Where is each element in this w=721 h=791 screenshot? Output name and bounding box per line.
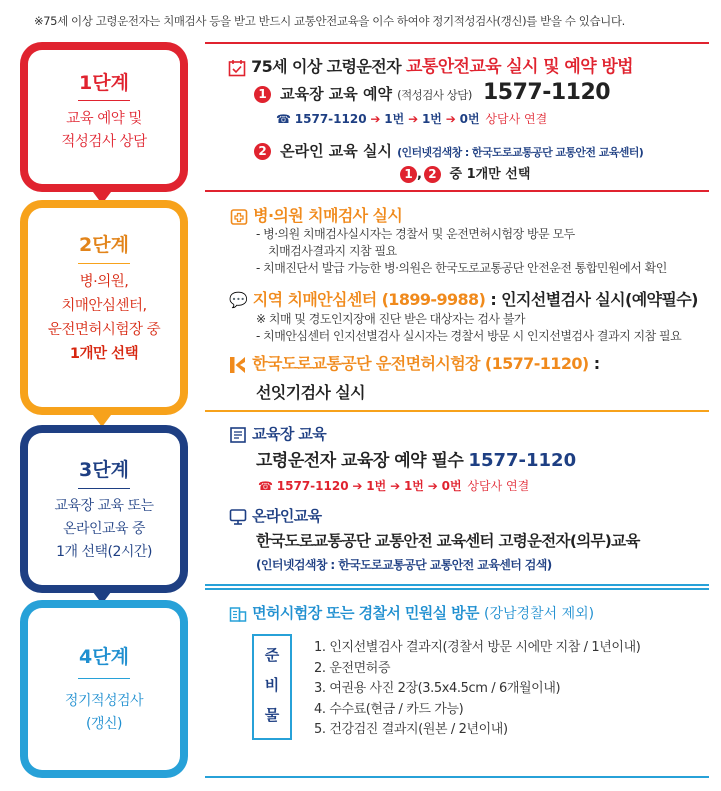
section-1-item-1 <box>254 80 610 105</box>
number-badge: 1 <box>400 166 417 183</box>
bullet-line: 치매검사결과지 지참 필요 <box>268 244 397 258</box>
speech-bubble-icon: 💬 <box>229 291 248 309</box>
section-2-bottom-rule <box>205 410 709 412</box>
section-1-ars-path <box>276 110 547 127</box>
edu-main <box>256 446 576 471</box>
clinic-heading <box>230 203 402 226</box>
section-4-title: 면허시험장 또는 경찰서 민원실 방문 <box>252 604 479 622</box>
prep-item: 4. 수수료(현금 / 카드 가능) <box>314 701 464 717</box>
step-2-line: 1개만 선택 <box>69 346 139 362</box>
edu-main-phone: 1577-1120 <box>468 450 577 471</box>
step-1-title: 1단계 <box>79 72 129 94</box>
hospital-icon <box>230 208 248 226</box>
edu-heading <box>229 423 326 444</box>
ars-step: 1577-1120 <box>294 112 367 126</box>
bullet-line: - 치매안심센터 인지선별검사 실시자는 경찰서 방문 시 인지선별검사 결과지 지참 필요 <box>256 329 682 343</box>
item-2-sub: (인터넷검색창 : 한국도로교통공단 교통안전 교육센터) <box>397 146 644 159</box>
ars-step: 0번 <box>441 479 462 493</box>
section-4-title-note: (강남경찰서 제외) <box>484 606 595 622</box>
online-main: 한국도로교통공단 교통안전 교육센터 고령운전자(의무)교육 <box>256 532 640 550</box>
online-sub: (인터넷검색창 : 한국도로교통공단 교통안전 교육센터 검색) <box>256 558 552 572</box>
clinic-title: 병·의원 치매검사 실시 <box>253 206 403 225</box>
prep-label-box <box>252 634 292 740</box>
arrow-right-icon: ➔ <box>427 479 438 493</box>
arrow-right-icon: ➔ <box>408 112 419 126</box>
koroad-colon: : <box>593 354 600 373</box>
step-1-line: 적성검사 상담 <box>61 134 147 150</box>
step-2-line: 운전면허시험장 중 <box>47 322 161 338</box>
prep-item: 3. 여권용 사진 2장(3.5x4.5cm / 6개월이내) <box>314 681 561 696</box>
arrow-right-icon: ➔ <box>445 112 456 126</box>
step-2-box <box>20 200 188 415</box>
koroad-line-2: 선잇기검사 실시 <box>256 383 365 402</box>
prep-char: 비 <box>264 676 280 694</box>
step-4-divider <box>78 678 130 679</box>
ars-step: 1577-1120 <box>276 479 349 493</box>
section-1-bottom-rule <box>205 190 709 192</box>
step-3-line: 1개 선택(2시간) <box>56 544 152 560</box>
ars-step: 1번 <box>384 112 405 126</box>
prep-item: 2. 운전면허증 <box>314 660 391 676</box>
number-badge: 2 <box>254 143 271 160</box>
step-1-body <box>28 108 180 154</box>
ars-step: 1번 <box>366 479 387 493</box>
step-4-box <box>20 600 188 778</box>
step-3-box <box>20 425 188 593</box>
section-1-item-2 <box>254 140 643 161</box>
ars-step: 1번 <box>421 112 442 126</box>
item-1-phone: 1577-1120 <box>482 80 611 105</box>
section-4-bottom-rule <box>205 776 709 778</box>
ars-tail: 상담사 연결 <box>485 112 548 126</box>
edu-ars-path <box>258 477 529 494</box>
bullet-line: - 치매진단서 발급 가능한 병·의원은 한국도로교통공단 안전운전 통합민원에서 확인 <box>256 261 667 275</box>
section-1-heading <box>228 52 633 77</box>
prep-char: 물 <box>264 706 280 724</box>
ars-step: 1번 <box>403 479 424 493</box>
step-1-box <box>20 42 188 192</box>
arrow-right-icon: ➔ <box>370 112 381 126</box>
step-4-line: (갱신) <box>86 716 122 732</box>
top-note: ※75세 이상 고령운전자는 치매검사 등을 받고 반드시 교통안전교육을 이수 하여야 정기적성검사(갱신)를 받을 수 있습니다. <box>34 14 625 28</box>
center-bullets <box>256 311 681 345</box>
item-1-label: 교육장 교육 예약 <box>280 85 392 103</box>
choice-note: 1 , 2 중 1개만 선택 <box>400 163 530 183</box>
section-1-top-rule <box>205 42 709 44</box>
phone-icon: ☎ <box>258 479 273 493</box>
arrow-right-icon: ➔ <box>390 479 401 493</box>
section-1-heading-red: 교통안전교육 실시 및 예약 방법 <box>406 57 634 77</box>
koroad-logo-icon <box>229 356 247 374</box>
step-2-body <box>28 270 180 366</box>
bullet-line: - 병·의원 치매검사실시자는 경찰서 및 운전면허시험장 방문 모두 <box>256 227 575 241</box>
koroad-heading <box>229 351 600 374</box>
step-4-line: 정기적성검사 <box>64 693 144 709</box>
arrow-right-icon: ➔ <box>352 479 363 493</box>
step-2-divider <box>78 263 130 264</box>
step-4-title: 4단계 <box>79 646 129 668</box>
center-title-black: : 인지선별검사 실시(예약필수) <box>490 290 698 309</box>
prep-char: 준 <box>264 646 280 664</box>
step-1-divider <box>78 100 130 101</box>
ars-step: 0번 <box>459 112 480 126</box>
book-icon <box>229 426 247 444</box>
prep-list <box>314 638 640 741</box>
phone-icon: ☎ <box>276 112 291 126</box>
monitor-icon <box>229 508 247 526</box>
edu-main-text: 고령운전자 교육장 예약 필수 <box>256 451 464 471</box>
building-icon <box>229 605 247 623</box>
bullet-line: ※ 치매 및 경도인지장애 진단 받은 대상자는 검사 불가 <box>256 312 526 326</box>
section-4-heading <box>229 602 594 623</box>
center-title-orange: 지역 치매안심센터 (1899-9988) <box>252 290 486 309</box>
section-3-bottom-rule <box>205 584 709 590</box>
step-2-line: 치매안심센터, <box>61 298 147 314</box>
section-1-heading-black: 75세 이상 고령운전자 <box>251 57 401 76</box>
prep-item: 5. 건강검진 결과지(원본 / 2년이내) <box>314 722 508 737</box>
online-label: 온라인교육 <box>252 507 322 525</box>
number-badge: 2 <box>424 166 441 183</box>
step-3-divider <box>78 488 130 489</box>
ars-tail: 상담사 연결 <box>467 479 530 493</box>
step-3-line: 교육장 교육 또는 <box>54 498 154 514</box>
step-1-line: 교육 예약 및 <box>66 111 142 127</box>
step-3-body <box>28 495 180 564</box>
item-1-sub: (적성검사 상담) <box>397 88 472 102</box>
choice-text: 중 1개만 선택 <box>449 167 531 182</box>
step-3-title: 3단계 <box>79 459 129 481</box>
step-2-title: 2단계 <box>79 234 129 256</box>
item-2-label: 온라인 교육 실시 <box>280 142 392 160</box>
online-heading <box>229 505 322 526</box>
step-3-line: 온라인교육 중 <box>62 521 146 537</box>
edu-label: 교육장 교육 <box>252 425 327 443</box>
step-4-body <box>28 690 180 736</box>
clinic-bullets <box>256 226 667 277</box>
center-heading <box>229 287 698 310</box>
step-2-line: 병·의원, <box>79 274 129 290</box>
koroad-title: 한국도로교통공단 운전면허시험장 (1577-1120) <box>252 354 589 373</box>
number-badge: 1 <box>254 86 271 103</box>
prep-item: 1. 인지선별검사 결과지(경찰서 방문 시에만 지참 / 1년이내) <box>314 640 641 655</box>
calendar-check-icon <box>228 59 246 77</box>
